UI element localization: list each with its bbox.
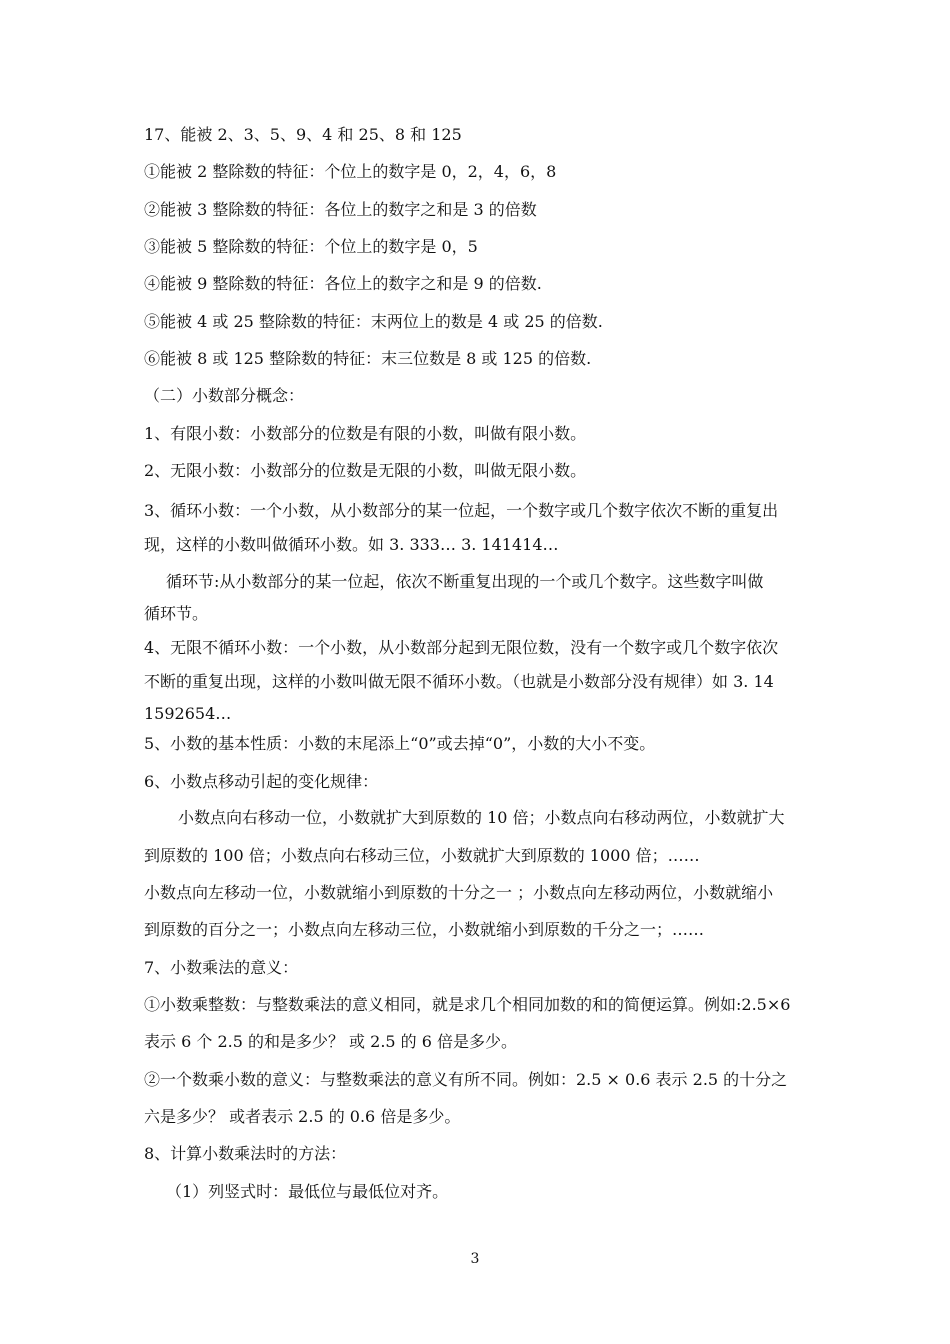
paragraph-method-heading: 8、计算小数乘法时的方法： [144, 1144, 347, 1163]
rule-divisible-by-8-125: ⑥能被 8 或 125 整除数的特征：末三位数是 8 或 125 的倍数. [144, 349, 592, 368]
divisibility-heading: 17、能被 2、3、5、9、4 和 25、8 和 125 [144, 125, 462, 144]
paragraph-basic-property: 5、小数的基本性质：小数的末尾添上“0”或去掉“0”，小数的大小不变。 [144, 734, 656, 753]
paragraph-decimal-times-integer: ①小数乘整数：与整数乘法的意义相同，就是求几个相同加数的和的简便运算。例如:2.5×6 [144, 995, 791, 1014]
paragraph-irrational-decimal: 4、无限不循环小数：一个小数，从小数部分起到无限位数，没有一个数字或几个数字依次 [144, 638, 779, 657]
paragraph-repeating-decimal: 3、循环小数：一个小数，从小数部分的某一位起，一个数字或几个数字依次不断的重复出 [144, 501, 779, 520]
rule-divisible-by-4-25: ⑤能被 4 或 25 整除数的特征：末两位上的数是 4 或 25 的倍数. [144, 312, 603, 331]
paragraph-repetend-cont: 循环节。 [144, 604, 209, 623]
paragraph-move-left: 小数点向左移动一位，小数就缩小到原数的十分之一 ；小数点向左移动两位，小数就缩小 [144, 883, 774, 902]
paragraph-move-left-cont: 到原数的百分之一；小数点向左移动三位，小数就缩小到原数的千分之一；…… [144, 920, 705, 939]
rule-divisible-by-3: ②能被 3 整除数的特征：各位上的数字之和是 3 的倍数 [144, 200, 537, 219]
paragraph-irrational-decimal-end: 1592654… [144, 704, 232, 723]
paragraph-move-right-cont: 到原数的 100 倍；小数点向右移动三位，小数就扩大到原数的 1000 倍；…… [144, 846, 700, 865]
paragraph-repeating-decimal-cont: 现，这样的小数叫做循环小数。如 3. 333… 3. 141414… [144, 535, 559, 554]
paragraph-decimal-times-integer-cont: 表示 6 个 2.5 的和是多少？ 或 2.5 的 6 倍是多少。 [144, 1032, 518, 1051]
rule-divisible-by-9: ④能被 9 整除数的特征：各位上的数字之和是 9 的倍数. [144, 274, 542, 293]
paragraph-number-times-decimal: ②一个数乘小数的意义：与整数乘法的意义有所不同。例如：2.5 × 0.6 表示 2.5 的十分之 [144, 1070, 788, 1089]
paragraph-multiplication-heading: 7、小数乘法的意义： [144, 958, 299, 977]
paragraph-number-times-decimal-cont: 六是多少？ 或者表示 2.5 的 0.6 倍是多少。 [144, 1107, 461, 1126]
rule-divisible-by-2: ①能被 2 整除数的特征：个位上的数字是 0，2，4，6，8 [144, 162, 557, 181]
section-heading-decimals: （二）小数部分概念： [144, 386, 305, 405]
paragraph-finite-decimal: 1、有限小数：小数部分的位数是有限的小数，叫做有限小数。 [144, 424, 587, 443]
rule-divisible-by-5: ③能被 5 整除数的特征：个位上的数字是 0，5 [144, 237, 478, 256]
paragraph-irrational-decimal-cont: 不断的重复出现，这样的小数叫做无限不循环小数。（也就是小数部分没有规律）如 3. 14 [144, 672, 774, 691]
paragraph-decimal-point-heading: 6、小数点移动引起的变化规律： [144, 772, 379, 791]
paragraph-vertical-form: （1）列竖式时：最低位与最低位对齐。 [166, 1182, 449, 1201]
paragraph-repetend: 循环节:从小数部分的某一位起，依次不断重复出现的一个或几个数字。这些数字叫做 [166, 572, 764, 591]
page-number: 3 [470, 1251, 480, 1267]
paragraph-infinite-decimal: 2、无限小数：小数部分的位数是无限的小数，叫做无限小数。 [144, 461, 587, 480]
paragraph-move-right: 小数点向右移动一位，小数就扩大到原数的 10 倍；小数点向右移动两位，小数就扩大 [178, 808, 785, 827]
